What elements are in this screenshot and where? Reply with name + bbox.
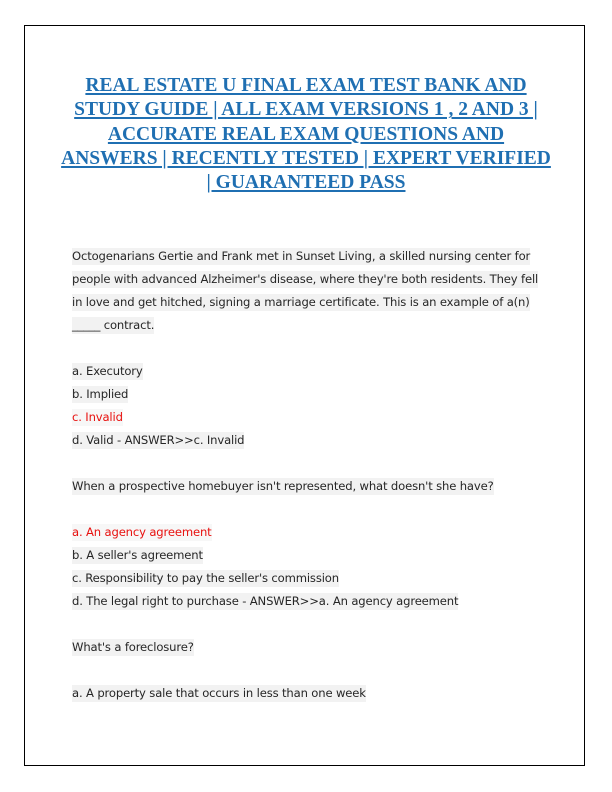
question-2-option-b: b. A seller's agreement [72,548,203,562]
question-1-option-a: a. Executory [72,364,143,378]
question-3-stem-line-1: What's a foreclosure? [72,640,194,654]
document-title: REAL ESTATE U FINAL EXAM TEST BANK AND STUDY GUIDE | ALL EXAM VERSIONS 1 , 2 AND 3 | ACCURATE REAL EXAM QUESTIONS AND ANSWERS | RECENTLY TESTED | EXPERT VERIFIED | GUARANTEED PASS [61,75,551,194]
question-2 [72,475,552,613]
question-1 [72,245,552,452]
question-1-stem-line-2: people with advanced Alzheimer's disease, where they're both residents. They fell [72,272,539,286]
question-2-option-d-answer: d. The legal right to purchase - ANSWER>>a. An agency agreement [72,594,459,608]
spacer [72,659,552,682]
question-1-stem-line-4: _____ contract. [72,318,155,332]
question-1-option-b: b. Implied [72,387,129,401]
question-2-stem-line-1: When a prospective homebuyer isn't represented, what doesn't she have? [72,479,494,493]
question-2-option-a-correct: a. An agency agreement [72,525,212,539]
question-2-option-c: c. Responsibility to pay the seller's commission [72,571,339,585]
question-1-stem-line-1: Octogenarians Gertie and Frank met in Sunset Living, a skilled nursing center for [72,249,531,263]
spacer [72,452,552,475]
question-1-option-c-correct: c. Invalid [72,410,123,424]
question-3 [72,636,552,705]
question-list [72,245,552,705]
question-1-stem-line-3: in love and get hitched, signing a marriage certificate. This is an example of a(n) [72,295,530,309]
spacer [72,613,552,636]
question-1-option-d-answer: d. Valid - ANSWER>>c. Invalid [72,433,245,447]
spacer [72,337,552,360]
spacer [72,498,552,521]
question-3-option-a: a. A property sale that occurs in less than one week [72,686,366,700]
